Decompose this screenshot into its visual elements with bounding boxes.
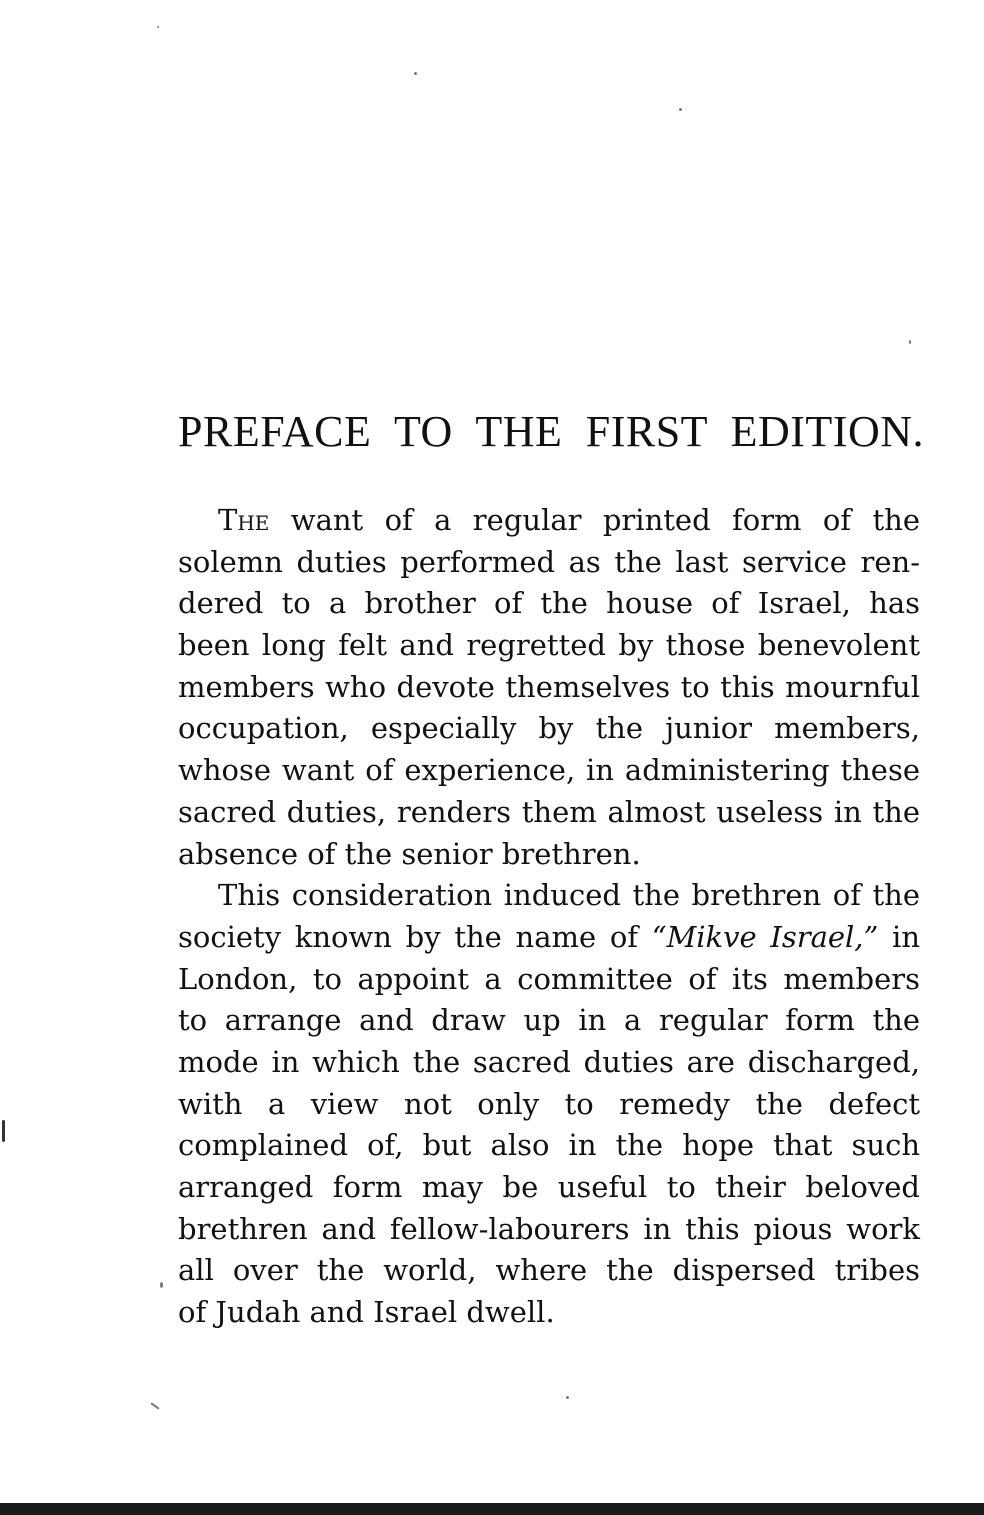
text-line: of Judah and Israel dwell. (178, 1295, 555, 1330)
society-name: “Mikve Israel,” (651, 919, 879, 954)
text-line (178, 500, 920, 542)
dropcap-word: The (218, 503, 270, 537)
text-segment: society known by the name of (178, 919, 652, 954)
text-line: London, to appoint a committee of its members (178, 961, 920, 996)
text-line: arranged form may be useful to their beloved (178, 1170, 920, 1204)
text-line (178, 917, 920, 959)
text-line: complained of, but also in the hope that such (178, 1128, 920, 1163)
text-line: occupation, especially by the junior members, (178, 711, 920, 746)
page-title: PREFACE TO THE FIRST EDITION. (178, 407, 924, 456)
text-line: all over the world, where the dispersed tribes (178, 1253, 920, 1288)
paragraph-1 (178, 500, 920, 875)
text-line: been long felt and regretted by those benevolent (178, 628, 920, 663)
text-line: members who devote themselves to this mournful (178, 669, 920, 704)
text-line: with a view not only to remedy the defect (178, 1086, 920, 1121)
text-line-rest: want of a regular printed form of the (269, 503, 920, 537)
text-line: dered to a brother of the house of Israel, has (178, 586, 920, 621)
ink-speck (679, 108, 682, 111)
paragraph-2 (178, 875, 920, 1334)
text-line: whose want of experience, in administering these (178, 753, 920, 788)
ink-speck (157, 26, 159, 28)
text-line: sacred duties, renders them almost useless in the (178, 794, 920, 829)
ink-speck (2, 1120, 5, 1142)
text-line: This consideration induced the brethren of the (218, 878, 920, 913)
ink-speck (160, 1282, 163, 1288)
text-line: solemn duties performed as the last service ren- (178, 544, 920, 579)
preface-body (178, 500, 920, 1334)
ink-speck (909, 340, 911, 344)
ink-speck (150, 1402, 159, 1409)
text-line: to arrange and draw up in a regular form the (178, 1003, 920, 1038)
ink-speck (566, 1396, 569, 1399)
text-line: absence of the senior brethren. (178, 836, 641, 871)
text-line: brethren and fellow-labourers in this pious work (178, 1211, 920, 1246)
scan-edge-bar (0, 1503, 984, 1515)
text-segment: in (878, 919, 920, 954)
ink-speck (414, 72, 417, 75)
text-line: mode in which the sacred duties are discharged, (178, 1044, 920, 1079)
